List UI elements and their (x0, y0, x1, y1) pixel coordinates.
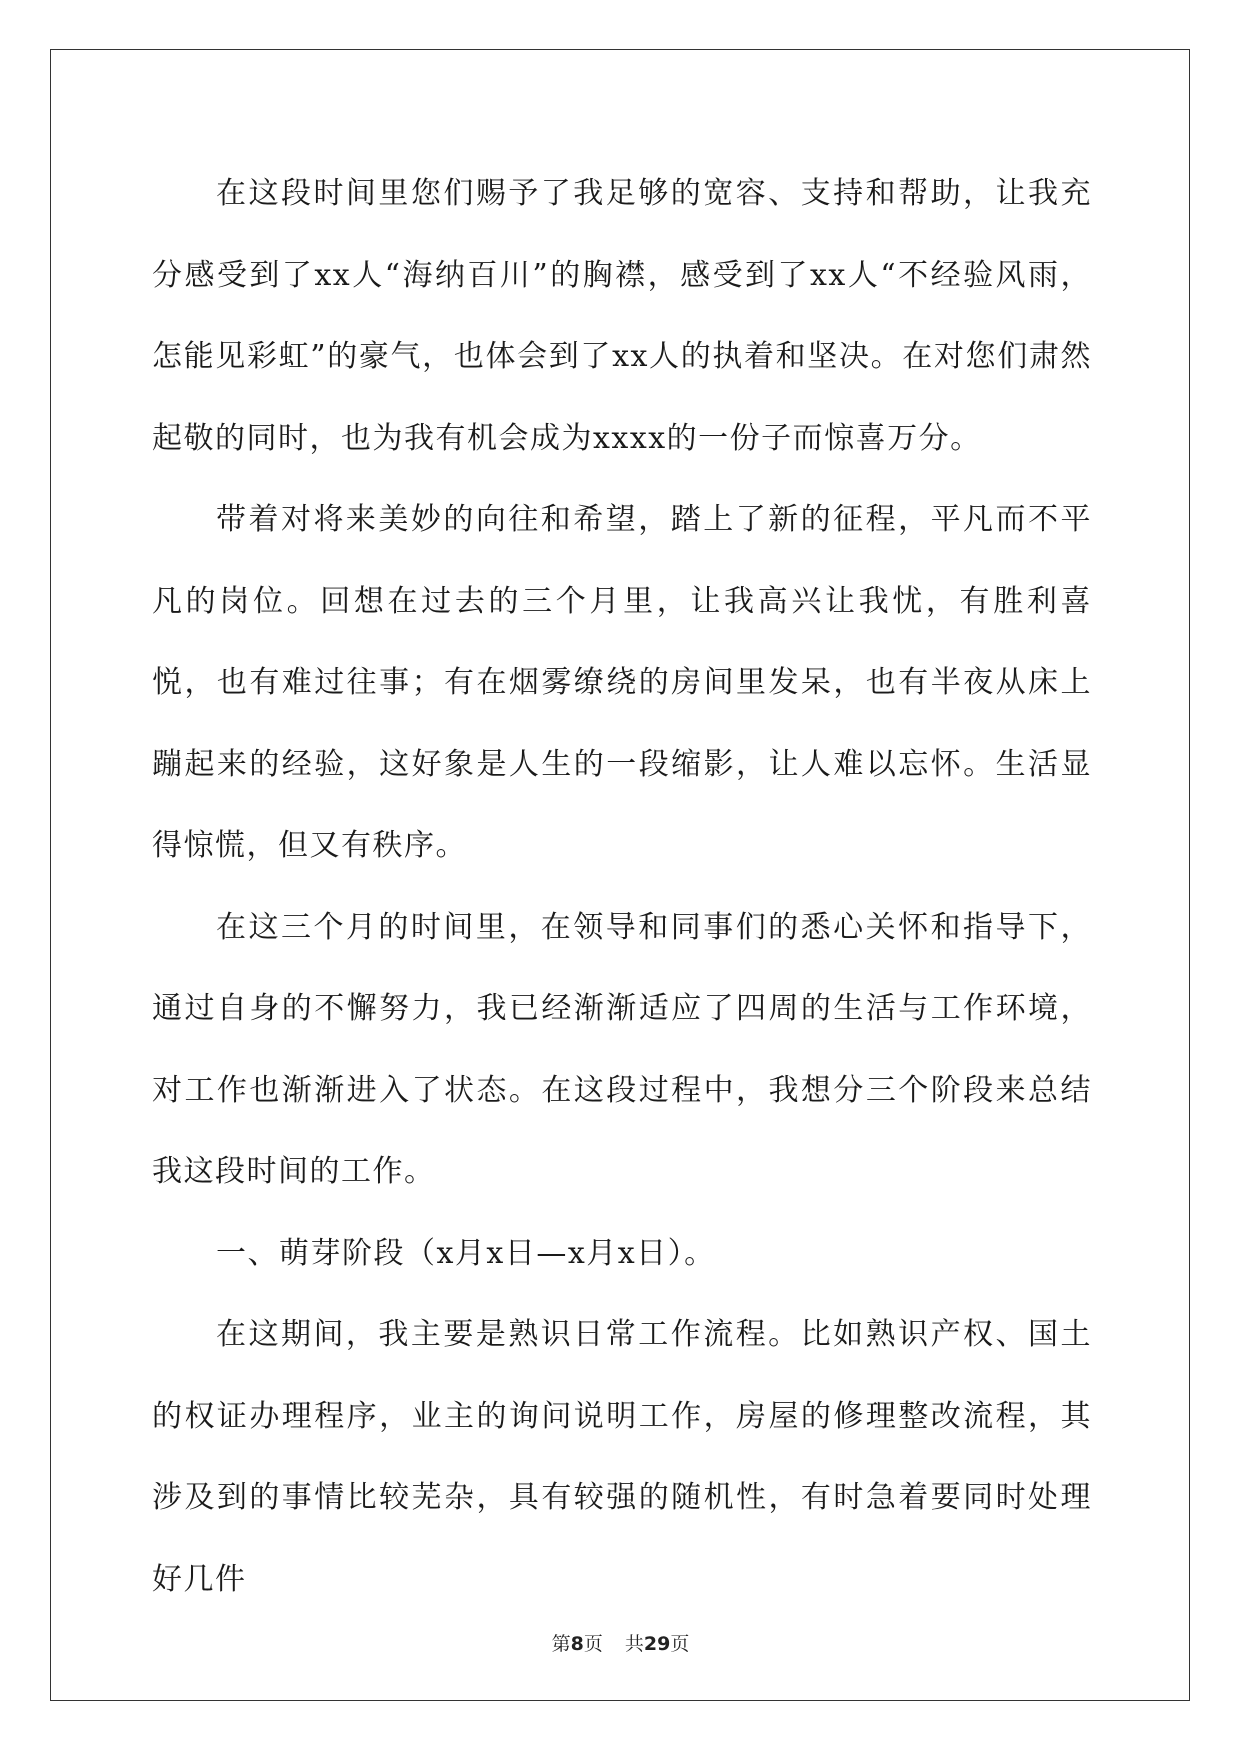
paragraph: 在这段时间里您们赐予了我足够的宽容、支持和帮助，让我充分感受到了xx人“海纳百川”的胸襟，感受到了xx人“不经验风雨，怎能见彩虹”的豪气，也体会到了xx人的执着和坚决。在对您们肃然起敬的同时，也为我有机会成为xxxx的一份子而惊喜万分。 (152, 176, 1092, 456)
paragraph: 在这期间，我主要是熟识日常工作流程。比如熟识产权、国土的权证办理程序，业主的询问说明工作，房屋的修理整改流程，其涉及到的事情比较芜杂，具有较强的随机性，有时急着要同时处理好几件 (152, 1317, 1092, 1597)
page-prefix: 第 (551, 1633, 571, 1655)
total-pages: 29 (643, 1633, 671, 1655)
paragraph: 带着对将来美妙的向往和希望，踏上了新的征程，平凡而不平凡的岗位。回想在过去的三个月里，让我高兴让我忧，有胜利喜悦，也有难过往事；有在烟雾缭绕的房间里发呆，也有半夜从床上蹦起来的经验，这好象是人生的一段缩影，让人难以忘怀。生活显得惊慌，但又有秩序。 (152, 502, 1092, 863)
section-heading: 一、萌芽阶段（x月x日—x月x日）。 (216, 1235, 716, 1271)
paragraph: 在这三个月的时间里，在领导和同事们的悉心关怀和指导下，通过自身的不懈努力，我已经渐渐适应了四周的生活与工作环境，对工作也渐渐进入了状态。在这段过程中，我想分三个阶段来总结我这段时间的工作。 (152, 909, 1092, 1189)
total-suffix: 页 (670, 1633, 690, 1655)
page-number: 8 (570, 1633, 584, 1655)
page-suffix: 页 (583, 1633, 603, 1655)
document-body (152, 153, 1092, 1620)
total-prefix: 共 (624, 1633, 644, 1655)
page-footer (0, 1632, 1241, 1656)
